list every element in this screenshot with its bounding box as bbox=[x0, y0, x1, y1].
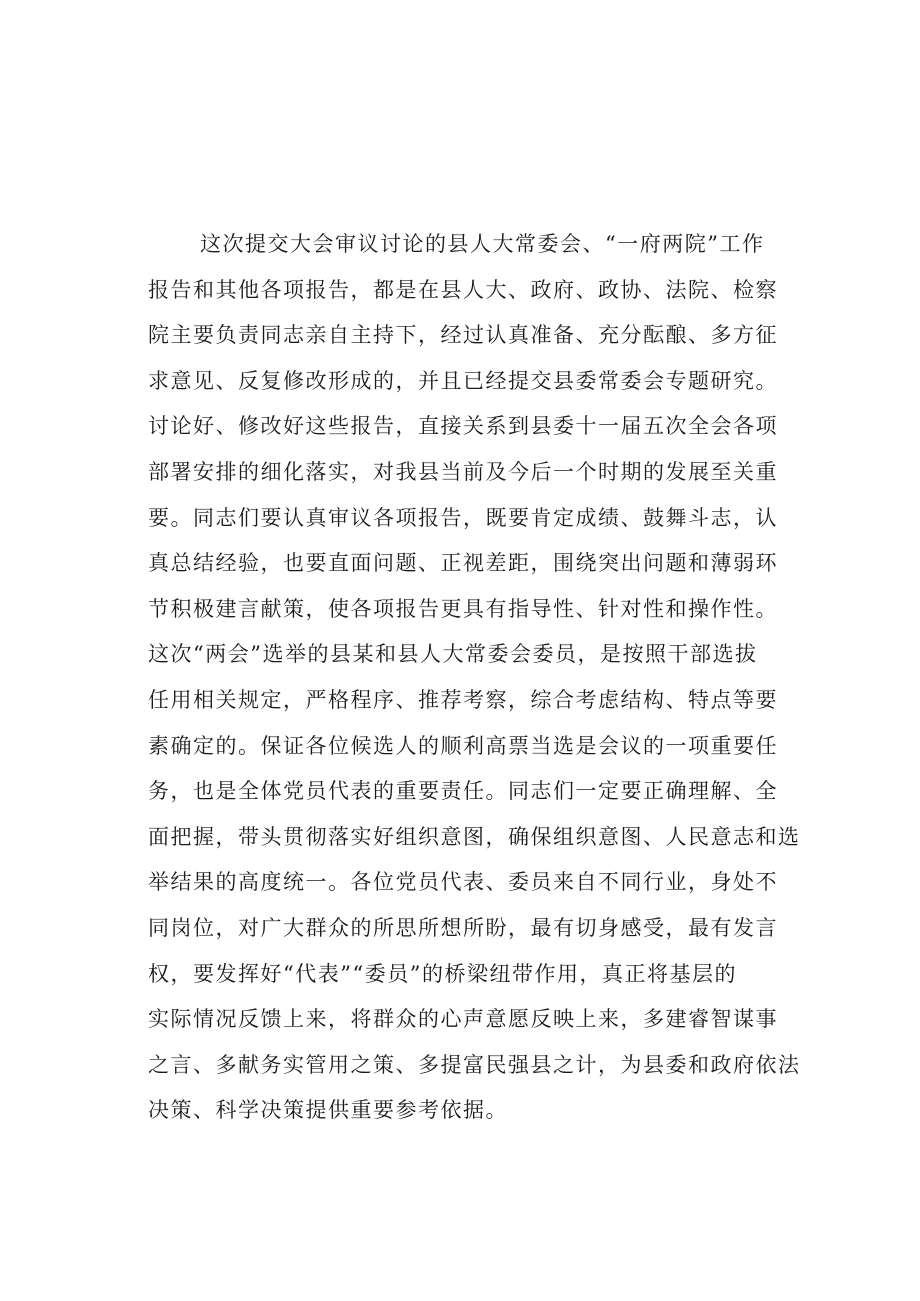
paragraph-line: 决策、科学决策提供重要参考依据。 bbox=[148, 1098, 508, 1123]
paragraph-line: 要。同志们要认真审议各项报告，既要肯定成绩、鼓舞斗志，认 bbox=[148, 505, 778, 530]
paragraph-line: 这次提交大会审议讨论的县人大常委会、“一府两院”工作 bbox=[200, 232, 765, 256]
paragraph-line: 同岗位，对广大群众的所思所想所盼，最有切身感受，最有发言 bbox=[148, 915, 778, 940]
body-paragraph bbox=[148, 222, 808, 1134]
paragraph-line: 院主要负责同志亲自主持下，经过认真准备、充分酝酿、多方征 bbox=[148, 323, 778, 348]
paragraph-line: 任用相关规定，严格程序、推荐考察，综合考虑结构、特点等要 bbox=[148, 687, 778, 712]
paragraph-line: 真总结经验，也要直面问题、正视差距，围绕突出问题和薄弱环 bbox=[148, 551, 778, 576]
paragraph-line: 这次“两会”选举的县某和县人大常委会委员，是按照干部选拔 bbox=[148, 642, 758, 667]
paragraph-line: 部署安排的细化落实，对我县当前及今后一个时期的发展至关重 bbox=[148, 459, 778, 484]
paragraph-line: 之言、多献务实管用之策、多提富民强县之计，为县委和政府依法 bbox=[148, 1052, 801, 1077]
paragraph-line: 面把握，带头贯彻落实好组织意图，确保组织意图、人民意志和选 bbox=[148, 824, 801, 849]
paragraph-line: 举结果的高度统一。各位党员代表、委员来自不同行业，身处不 bbox=[148, 870, 778, 895]
paragraph-line: 求意见、反复修改形成的，并且已经提交县委常委会专题研究。 bbox=[148, 368, 778, 393]
paragraph-line: 讨论好、修改好这些报告，直接关系到县委十一届五次全会各项 bbox=[148, 414, 778, 439]
paragraph-line: 权，要发挥好“代表”“委员”的桥梁纽带作用，真正将基层的 bbox=[148, 961, 737, 986]
paragraph-line: 实际情况反馈上来，将群众的心声意愿反映上来，多建睿智谋事 bbox=[148, 1007, 778, 1032]
paragraph-line: 务，也是全体党员代表的重要责任。同志们一定要正确理解、全 bbox=[148, 779, 778, 804]
paragraph-line: 节积极建言献策，使各项报告更具有指导性、针对性和操作性。 bbox=[148, 596, 778, 621]
paragraph-line: 素确定的。保证各位候选人的顺利高票当选是会议的一项重要任 bbox=[148, 733, 778, 758]
paragraph-line: 报告和其他各项报告，都是在县人大、政府、政协、法院、检察 bbox=[148, 277, 778, 302]
